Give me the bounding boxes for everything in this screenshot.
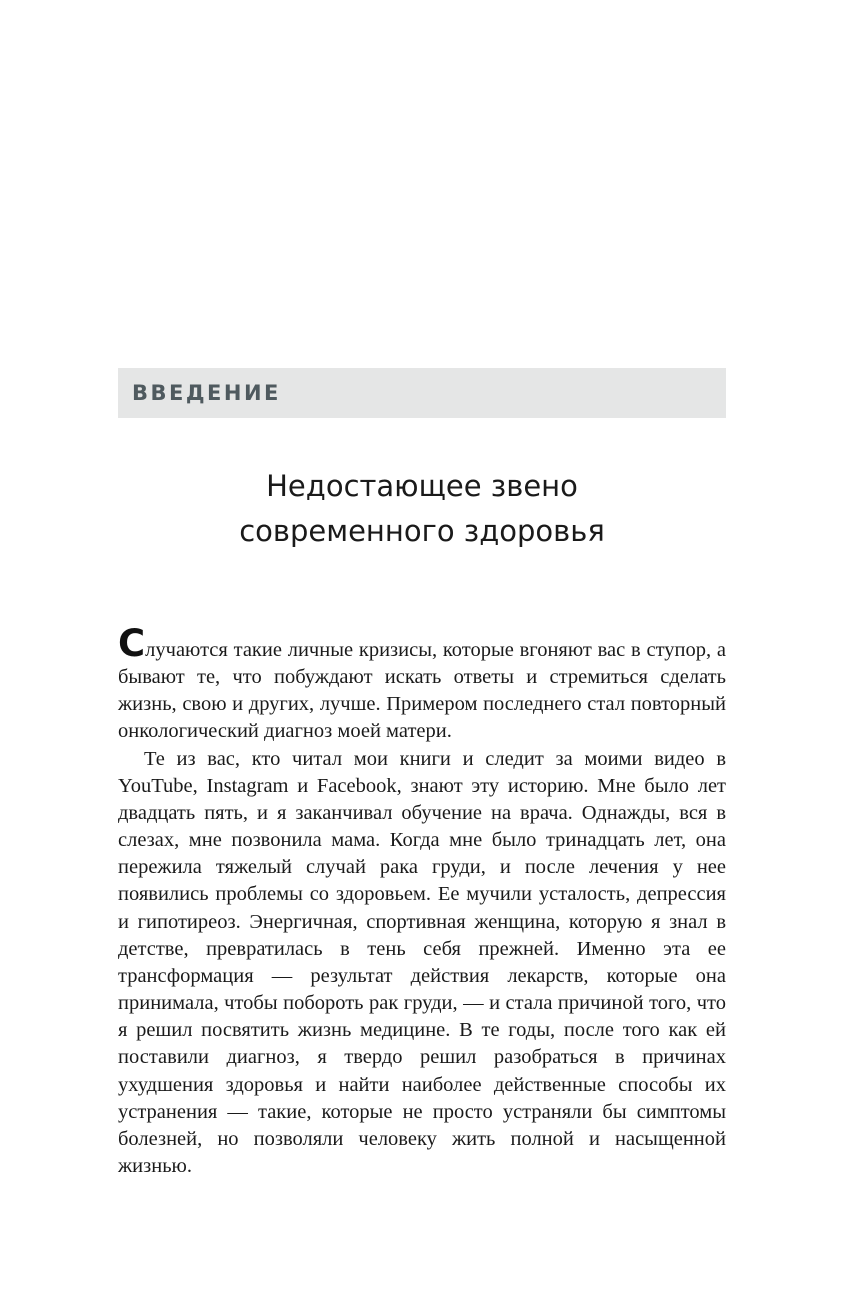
chapter-title-line-2: современного здоровья — [239, 514, 605, 548]
body-text — [118, 622, 726, 1180]
section-label: ВВЕДЕНИЕ — [132, 381, 281, 405]
paragraph-1 — [118, 622, 726, 746]
chapter-title — [118, 464, 726, 554]
chapter-title-line-1: Недостающее звено — [266, 469, 578, 503]
drop-cap: С — [118, 622, 146, 665]
paragraph-1-text: лучаются такие личные кризисы, которые вгоняют вас в ступор, а бывают те, что побуждают искать ответы и стремиться сделать жизнь, свою и других, лучше. Примером последнего стал повторный онкологический диагноз моей матери. — [118, 639, 726, 743]
paragraph-2: Те из вас, кто читал мои книги и следит за моими видео в YouTube, Instagram и Facebook, знают эту историю. Мне было лет двадцать пять, и я заканчивал обучение на врача. Однажды, вся в слезах, мне позвонила мама. Когда мне было тринадцать лет, она пережила тяжелый случай рака груди, и после лечения у нее появились проблемы со здоровьем. Ее мучили усталость, депрессия и гипотиреоз. Энергичная, спортивная женщина, которую я знал в детстве, превратилась в тень себя прежней. Именно эта ее трансформация — результат действия лекарств, которые она принимала, чтобы побороть рак груди, — и стала причиной того, что я решил посвятить жизнь медицине. В те годы, после того как ей поставили диагноз, я твердо решил разобраться в причинах ухудшения здоровья и найти наиболее действенные способы их устранения — такие, которые не просто устраняли бы симптомы болезней, но позволяли человеку жить полной и насыщенной жизнью. — [118, 747, 726, 1177]
section-header-bar — [118, 368, 726, 418]
